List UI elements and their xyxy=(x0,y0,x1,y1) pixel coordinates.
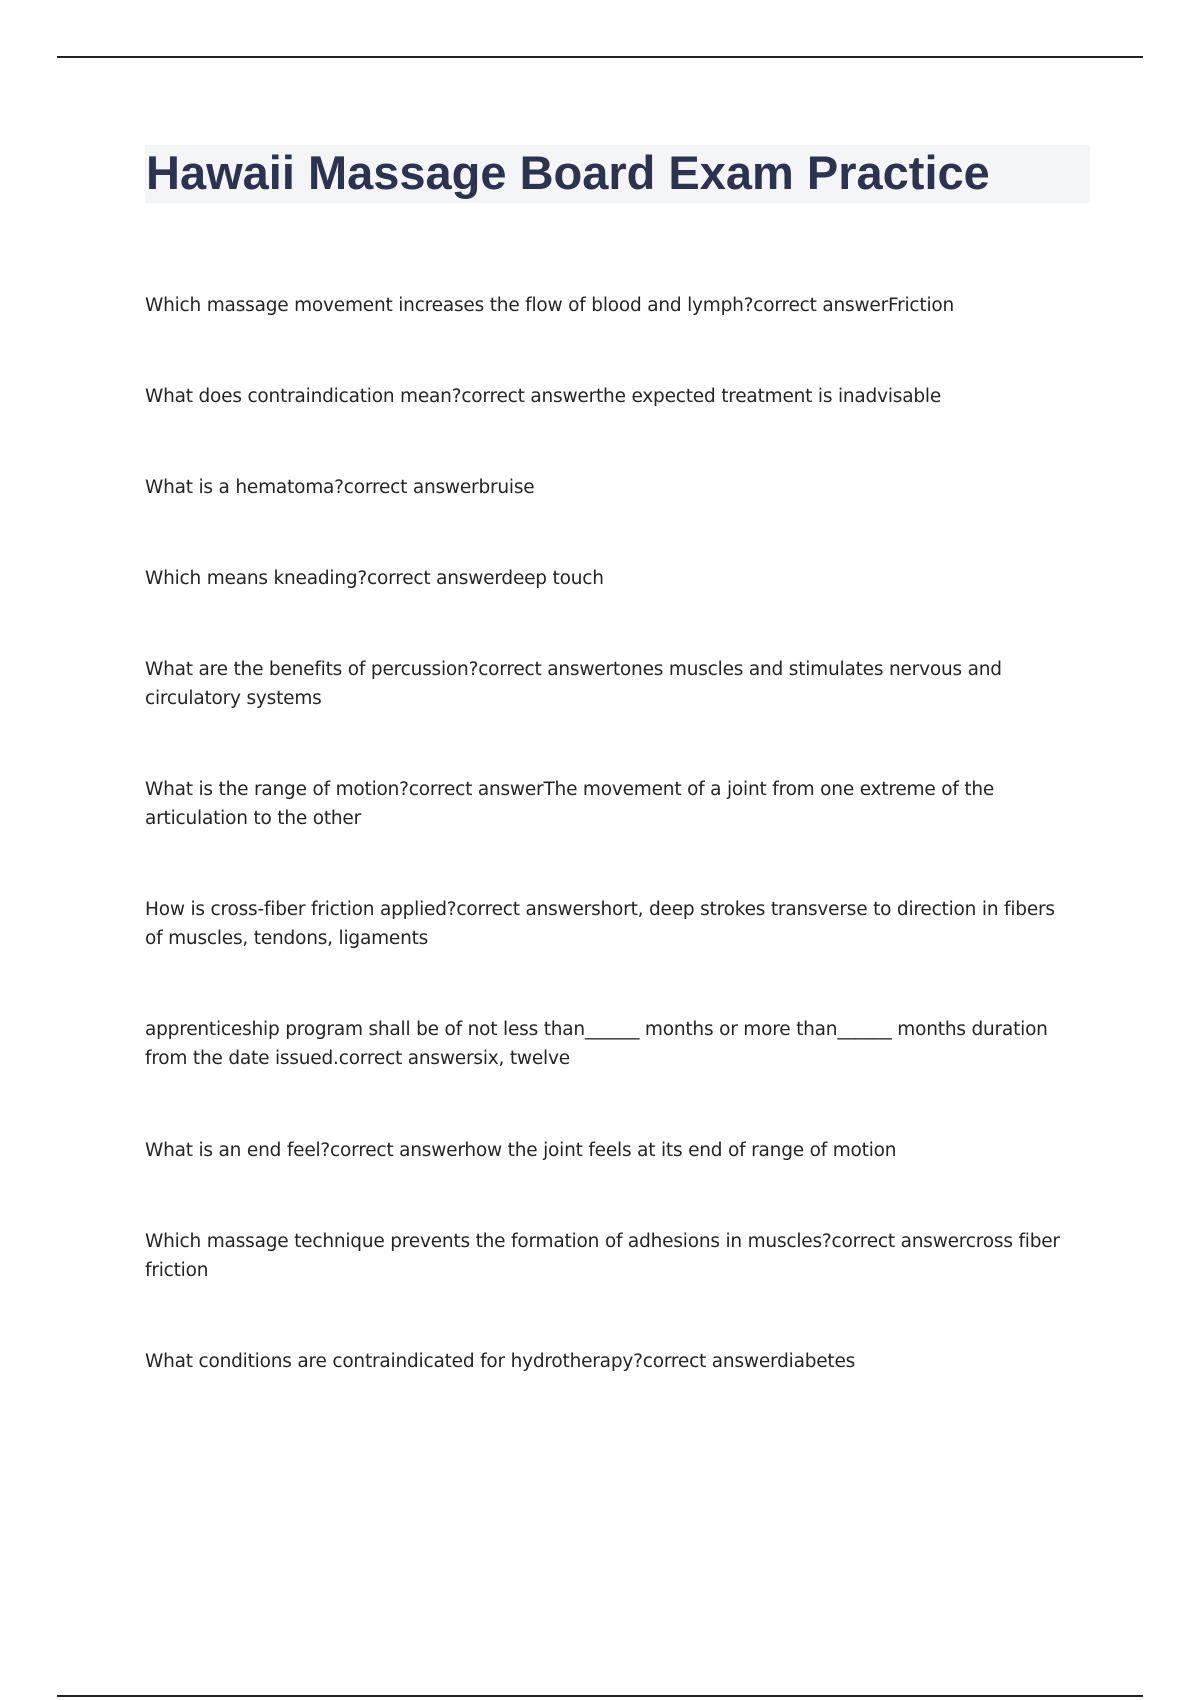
qa-item-1: Which massage movement increases the flow of blood and lymph?correct answerFriction xyxy=(145,295,955,316)
page-title: Hawaii Massage Board Exam Practice xyxy=(146,146,990,199)
qa-item-3: What is a hematoma?correct answerbruise xyxy=(145,477,535,498)
qa-item-4: Which means kneading?correct answerdeep touch xyxy=(145,568,604,589)
qa-item-8: apprenticeship program shall be of not less than______ months or more than______ months duration from the date issued.correct answersix, twelve xyxy=(145,1019,1048,1069)
qa-item-10: Which massage technique prevents the formation of adhesions in muscles?correct answercross fiber friction xyxy=(145,1231,1060,1281)
bottom-rule xyxy=(57,1695,1143,1697)
qa-item-6: What is the range of motion?correct answerThe movement of a joint from one extreme of the articulation to the other xyxy=(145,779,995,829)
qa-item-5: What are the benefits of percussion?correct answertones muscles and stimulates nervous and circulatory systems xyxy=(145,659,1002,709)
qa-item-9: What is an end feel?correct answerhow the joint feels at its end of range of motion xyxy=(145,1140,897,1161)
qa-item-11: What conditions are contraindicated for hydrotherapy?correct answerdiabetes xyxy=(145,1351,856,1372)
qa-item-2: What does contraindication mean?correct answerthe expected treatment is inadvisable xyxy=(145,386,942,407)
top-rule xyxy=(57,56,1143,58)
qa-item-7: How is cross-fiber friction applied?correct answershort, deep strokes transverse to direction in fibers of muscles, tendons, ligaments xyxy=(145,899,1055,949)
